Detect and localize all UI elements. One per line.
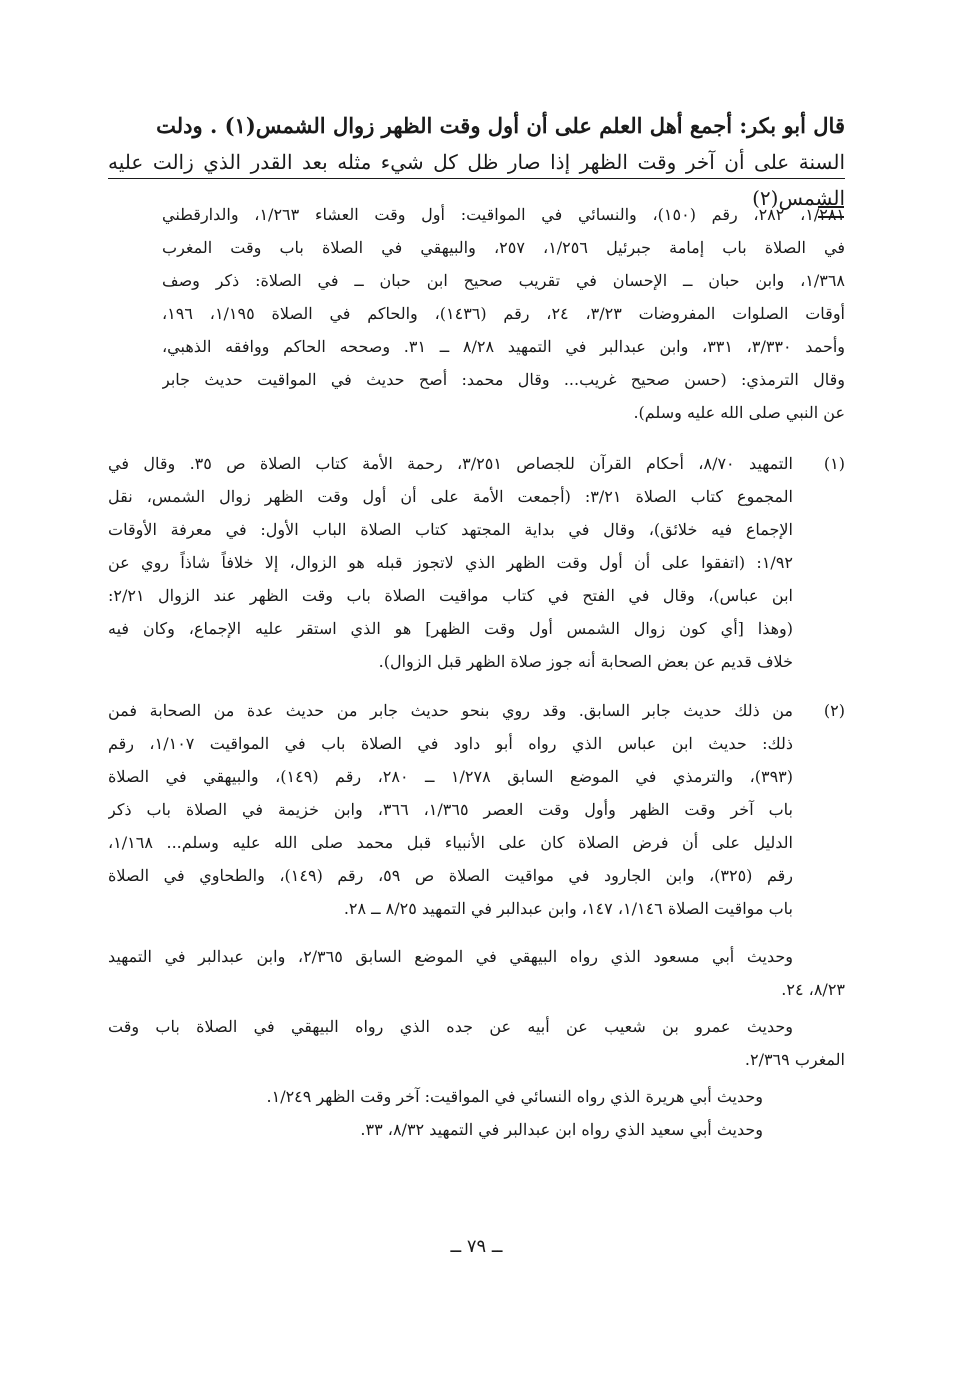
footnote-line: عن النبي صلى الله عليه وسلم). [633,403,845,422]
footnote-line: وحديث أبي سعيد الذي رواه ابن عبدالبر في التمهيد ٨/٣٢، ٣٣. [360,1120,763,1139]
footnote-line: ٨/٢٣، ٢٤. [781,980,845,999]
footnote-line: خلاف قديم عن بعض الصحابة أنه جوز صلاة الظهر قبل الزوال). [378,652,793,671]
page-number: ــ ٧٩ ــ [450,1236,503,1257]
footnote-2-paragraph-3 [108,1010,845,1076]
footnote-line: وحديث أبي مسعود الذي رواه البيهقي في الموضع السابق ٢/٣٦٥، وابن عبدالبر في التمهيد [108,947,793,966]
footnote-line: وحديث عمرو بن شعيب عن أبيه عن جده الذي رواه البيهقي في الصلاة باب وقت [108,1017,793,1036]
footnote-number-2: (٢) [823,701,845,720]
footnote-number-1: (١) [823,454,845,473]
footnote-continuation [162,198,845,429]
main-line-1: قال أبو بكر: أجمع أهل العلم على أن أول وقت الظهر زوال الشمس(١) . ودلت [156,113,845,138]
footnote-1 [108,447,793,678]
footnote-line: في الصلاة باب إمامة جبرئيل ١/٢٥٦، ٢٥٧، والبيهقي في الصلاة باب وقت المغرب [162,238,845,257]
footnote-line: وأحمد ٣/٣٣٠، ٣٣١، وابن عبدالبر في التمهيد ٨/٢٨ ــ ٣١. وصححه الحاكم ووافقه الذهبي، [162,337,845,356]
footnote-line: الدليل على أن فرض الصلاة كان على الأنبياء قبل محمد صلى الله عليه وسلم... ١/١٦٨، [108,833,793,852]
footnote-line: المجموع كتاب الصلاة ٣/٢١: (أجمعت الأمة على أن أول وقت الظهر زوال الشمس، نقل [108,487,793,506]
footnote-line: أوقات الصلوات المفروضات ٣/٢٣، ٢٤، رقم (١٤٣٦)، والحاكم في الصلاة ١/١٩٥، ١٩٦، [162,304,845,323]
footnote-separator [108,178,845,179]
footnote-2-paragraph-2 [108,940,845,1006]
main-line-2: السنة على أن آخر وقت الظهر إذا صار ظل كل شيء مثله بعد القدر الذي زالت عليه الشمس(٢) [108,150,845,210]
footnote-line: ١/٢٨١، ٢٨٢، رقم (١٥٠)، والنسائي في المواقيت: أول وقت العشاء ١/٢٦٣، والدارقطني [162,205,845,224]
footnote-line: رقم (٣٢٥)، وابن الجارود في مواقيت الصلاة ص ٥٩، رقم (١٤٩)، والطحاوي في الصلاة [108,866,793,885]
footnote-line: ابن عباس)، وقال في الفتح في كتاب مواقيت الصلاة باب وقت الظهر عند الزوال ٢/٢١: [108,586,793,605]
footnote-2 [108,694,793,925]
footnote-2-paragraph-4 [108,1080,763,1146]
footnote-line: باب آخر وقت الظهر وأول وقت العصر ١/٣٦٥، ٣٦٦، وابن خزيمة في الصلاة باب ذكر [108,800,793,819]
footnote-line: (وهذا [أي كون زوال الشمس أول وقت الظهر] هو الذي استقر عليه الإجماع، وكان فيه [108,619,793,638]
footnote-line: ١/٩٢: (اتفقوا على أن أول وقت الظهر الذي لاتجوز قبله هو الزوال، إلا خلافاً شاذاً روي عن [108,553,793,572]
footnote-line: وحديث أبي هريرة الذي رواه النسائي في المواقيت: آخر وقت الظهر ١/٢٤٩. [266,1087,763,1106]
footnote-line: التمهيد ٨/٧٠، أحكام القرآن للجصاص ٣/٢٥١، رحمة الأمة كتاب الصلاة ص ٣٥. وقال في [108,454,793,473]
footnote-line: المغرب ٢/٣٦٩. [744,1050,845,1069]
footnote-line: باب مواقيت الصلاة ١/١٤٦، ١٤٧، وابن عبدالبر في التمهيد ٨/٢٥ ــ ٢٨. [343,899,793,918]
footnote-line: الإجماع فيه خلائق)، وقال في بداية المجتهد كتاب الصلاة الباب الأول: في معرفة الأوقات [108,520,793,539]
footnote-line: (٣٩٣)، والترمذي في الموضع السابق ١/٢٧٨ ــ ٢٨٠، رقم (١٤٩)، والبيهقي في الصلاة [108,767,793,786]
footnote-line: ١/٣٦٨، وابن حبان ــ الإحسان في تقريب صحيح ابن حبان ــ في الصلاة: ذكر وصف [162,271,845,290]
footnote-line: ذلك: حديث ابن عباس الذي رواه أبو داود في الصلاة باب في المواقيت ١/١٠٧، رقم [108,734,793,753]
footnote-line: وقال الترمذي: (حسن صحيح غريب... وقال محمد: أصح حديث في المواقيت حديث جابر [162,370,845,389]
footnote-line: من ذلك حديث جابر السابق. وقد روي بنحو حديث جابر من حديث عدة من الصحابة فمن [108,701,793,720]
